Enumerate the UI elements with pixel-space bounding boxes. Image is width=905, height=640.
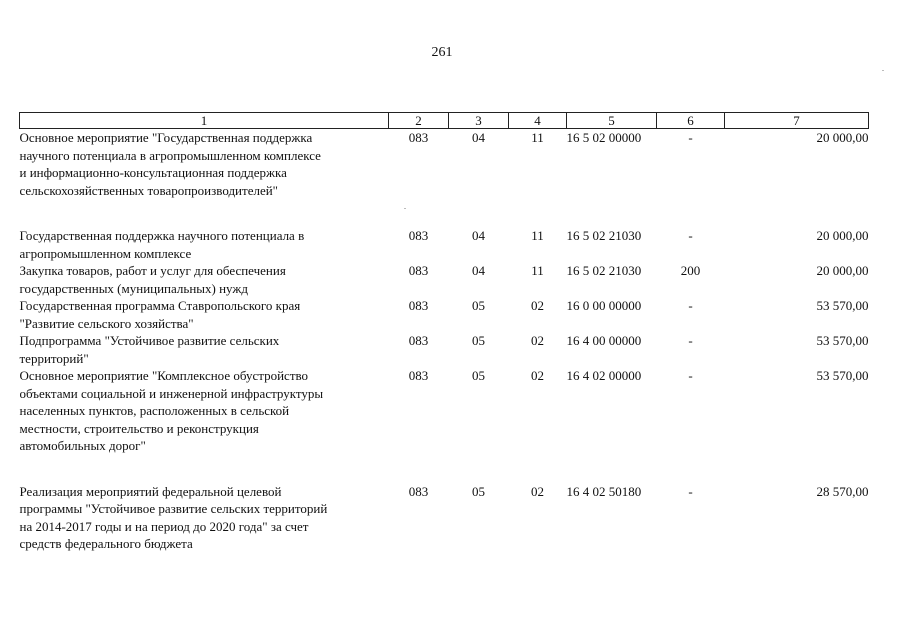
row-name-line: и информационно-консультационная поддержка [19,165,287,180]
expense-type-code: - [688,298,693,313]
target-code: 16 4 02 50180 [566,483,642,499]
subsection-code: 11 [531,228,544,243]
target-code: 16 5 02 21030 [566,228,642,243]
table-row [20,227,869,262]
row-name-line: агропромышленном комплексе [19,245,192,261]
target-code: 16 0 00 00000 [566,298,642,313]
section-code: 04 [472,130,485,145]
target-code: 16 5 02 21030 [566,263,642,278]
amount: 20 000,00 [816,228,869,243]
amount: 20 000,00 [816,130,869,145]
section-code: 05 [472,333,485,348]
row-name [20,129,389,228]
ministry-code: 083 [408,263,429,278]
ministry-code: 083 [408,333,429,348]
row-name-line: местности, строительство и реконструкция [19,420,259,436]
row-name-line: государственных (муниципальных) нужд [19,280,248,296]
row-name-line: Государственная программа Ставропольского края [19,298,301,313]
column-header-4: 4 [509,113,567,129]
amount: 28 570,00 [816,483,869,499]
row-name [20,483,389,553]
scan-speck [882,70,884,71]
row-name-line: программы "Устойчивое развитие сельских территорий [19,501,328,516]
row-name [20,332,389,367]
ministry-code: 083 [408,483,429,499]
section-code: 05 [472,368,485,383]
target-code: 16 5 02 00000 [566,130,642,145]
row-name-line: населенных пунктов, расположенных в сельской [19,403,290,418]
amount: 20 000,00 [816,263,869,278]
amount: 53 570,00 [816,333,869,348]
ministry-code: 083 [408,130,429,145]
subsection-code: 11 [531,263,544,278]
row-name-line: Основное мероприятие "Комплексное обустройство [19,368,309,383]
subsection-code: 11 [531,130,544,145]
row-name-line: Основное мероприятие "Государственная поддержка [19,130,313,145]
table-row [20,483,869,553]
expense-type-code: - [688,130,693,145]
section-code: 04 [472,263,485,278]
subsection-code: 02 [531,483,544,499]
table-row [20,297,869,332]
budget-table [19,112,869,553]
row-name-line: средств федерального бюджета [19,536,193,551]
page-number: 261 [431,45,453,60]
expense-type-code: - [688,368,693,383]
row-name-line: объектами социальной и инженерной инфраструктуры [19,385,324,401]
expense-type-code: - [688,228,693,243]
subsection-code: 02 [531,368,544,383]
expense-type-code: - [688,333,693,348]
row-name-line: научного потенциала в агропромышленном комплексе [19,147,321,163]
row-name-line: автомобильных дорог" [19,438,146,453]
subsection-code: 02 [531,333,544,348]
row-name-line: Закупка товаров, работ и услуг для обеспечения [19,263,286,278]
column-header-1: 1 [20,113,389,129]
table-row [20,367,869,483]
ministry-code: 083 [408,368,429,383]
amount: 53 570,00 [816,368,869,383]
row-name-line: Подпрограмма "Устойчивое развитие сельских [19,333,280,348]
table-row [20,129,869,228]
expense-type-code: 200 [680,263,701,278]
amount: 53 570,00 [816,298,869,313]
expense-type-code: - [688,483,693,499]
table-row [20,262,869,297]
ministry-code: 083 [408,298,429,313]
row-name-line: на 2014-2017 годы и на период до 2020 года" за счет [19,518,309,534]
target-code: 16 4 00 00000 [566,333,642,348]
row-name [20,227,389,262]
row-name-line: "Развитие сельского хозяйства" [19,315,194,331]
subsection-code: 02 [531,298,544,313]
row-name [20,262,389,297]
column-header-3: 3 [449,113,509,129]
column-header-6: 6 [657,113,725,129]
column-header-7: 7 [725,113,869,129]
row-name [20,297,389,332]
section-code: 04 [472,228,485,243]
table-row [20,332,869,367]
row-name-line: сельскохозяйственных товаропроизводителей" [19,182,278,198]
row-name-line: территорий" [19,350,89,366]
scan-speck [404,208,406,209]
column-header-5: 5 [567,113,657,129]
section-code: 05 [472,298,485,313]
ministry-code: 083 [408,228,429,243]
column-header-2: 2 [389,113,449,129]
row-name [20,367,389,483]
row-name-line: Реализация мероприятий федеральной целевой [19,483,282,499]
header-row [20,113,869,129]
target-code: 16 4 02 00000 [566,368,642,383]
row-name-line: Государственная поддержка научного потенциала в [19,228,305,243]
section-code: 05 [472,483,485,499]
